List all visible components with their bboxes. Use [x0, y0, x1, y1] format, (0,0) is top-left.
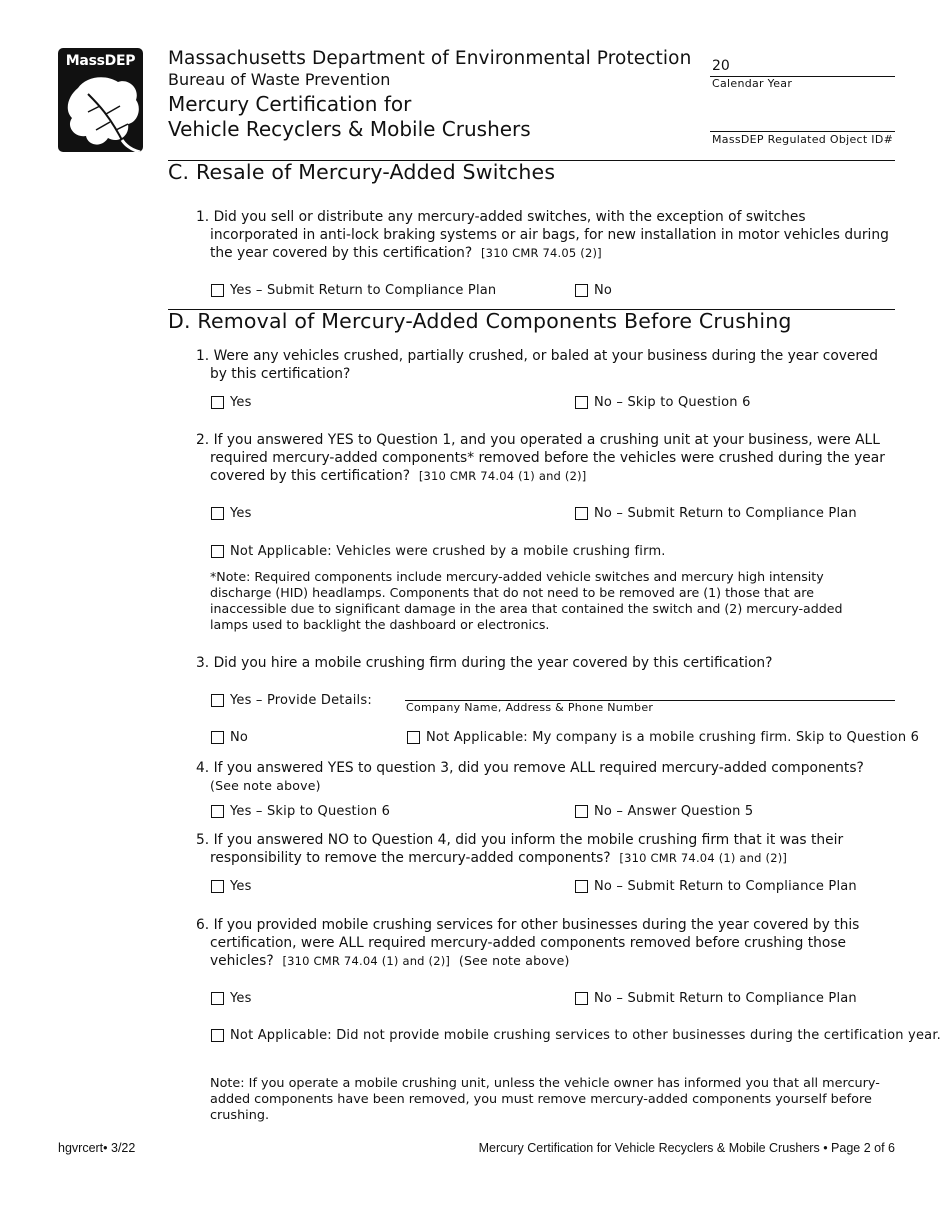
d3-na-option[interactable]	[407, 730, 919, 745]
d2-na-option[interactable]	[211, 544, 666, 559]
mobile-crushing-note: Note: If you operate a mobile crushing unit, unless the vehicle owner has informed you that all mercury-added components have been removed, you must remove mercury-added components yourself before crushing.	[210, 1076, 880, 1123]
option-label: No – Answer Question 5	[594, 804, 754, 819]
checkbox[interactable]	[407, 731, 420, 744]
question-text: Were any vehicles crushed, partially crushed, or baled at your business during the year covered by this certification?	[210, 348, 879, 382]
question-text: If you answered YES to question 3, did you remove ALL required mercury-added components?	[213, 760, 864, 776]
page-footer: Mercury Certification for Vehicle Recyclers & Mobile Crushers • Page 2 of 6	[478, 1141, 895, 1155]
regulation-citation: [310 CMR 74.04 (1) and (2)]	[418, 469, 587, 483]
d6-no-option[interactable]	[575, 991, 857, 1006]
question-text: Did you hire a mobile crushing firm during the year covered by this certification?	[213, 655, 773, 671]
section-c-title: C. Resale of Mercury-Added Switches	[168, 160, 556, 184]
d2-no-option[interactable]	[575, 506, 857, 521]
question-text: If you answered NO to Question 4, did you inform the mobile crushing firm that it was their responsibility to remove the mercury-added components?	[210, 832, 844, 866]
bureau-name: Bureau of Waste Prevention	[168, 70, 391, 89]
checkbox[interactable]	[211, 507, 224, 520]
calendar-year-field[interactable]: 20	[712, 58, 730, 74]
option-label: Yes – Provide Details:	[230, 693, 372, 708]
option-label: No – Submit Return to Compliance Plan	[594, 506, 857, 521]
question-number: 4.	[196, 760, 210, 776]
option-label: Not Applicable: Did not provide mobile crushing services to other businesses during the certification year.	[230, 1028, 941, 1043]
d4-yes-option[interactable]	[211, 804, 390, 819]
checkbox[interactable]	[575, 396, 588, 409]
section-d-question-1	[196, 347, 896, 383]
regulation-citation: [310 CMR 74.04 (1) and (2)]	[282, 954, 451, 968]
checkbox[interactable]	[211, 694, 224, 707]
question-number: 3.	[196, 655, 210, 671]
question-number: 2.	[196, 432, 210, 448]
checkbox[interactable]	[211, 880, 224, 893]
d6-yes-option[interactable]	[211, 991, 252, 1006]
checkbox[interactable]	[211, 992, 224, 1005]
section-d-question-4	[196, 759, 896, 795]
d6-na-option[interactable]	[211, 1028, 941, 1043]
question-subnote: (See note above)	[458, 953, 570, 968]
c1-no-option[interactable]	[575, 283, 612, 298]
section-d-question-2	[196, 431, 896, 485]
question-number: 1.	[196, 209, 210, 225]
regulation-citation: [310 CMR 74.04 (1) and (2)]	[619, 851, 788, 865]
object-id-field[interactable]	[710, 131, 895, 132]
checkbox[interactable]	[575, 992, 588, 1005]
agency-name: Massachusetts Department of Environmental Protection	[168, 48, 692, 69]
checkbox[interactable]	[211, 284, 224, 297]
option-label: Yes – Submit Return to Compliance Plan	[230, 283, 497, 298]
option-label: Yes	[230, 395, 252, 410]
option-label: Not Applicable: Vehicles were crushed by a mobile crushing firm.	[230, 544, 666, 559]
option-label: Yes	[230, 506, 252, 521]
c1-yes-option[interactable]	[211, 283, 496, 298]
d1-yes-option[interactable]	[211, 395, 252, 410]
regulation-citation: [310 CMR 74.05 (2)]	[481, 246, 602, 260]
d5-yes-option[interactable]	[211, 879, 252, 894]
question-number: 5.	[196, 832, 210, 848]
option-label: Yes – Skip to Question 6	[230, 804, 391, 819]
form-title-line2: Vehicle Recyclers & Mobile Crushers	[168, 117, 531, 141]
option-label: No – Submit Return to Compliance Plan	[594, 991, 857, 1006]
checkbox[interactable]	[575, 284, 588, 297]
calendar-year-label: Calendar Year	[712, 77, 793, 90]
option-label: No	[230, 730, 249, 745]
form-code: hgvrcert• 3/22	[58, 1141, 136, 1155]
checkbox[interactable]	[575, 805, 588, 818]
d1-no-option[interactable]	[575, 395, 751, 410]
question-text: Did you sell or distribute any mercury-added switches, with the exception of switches incorporated in anti-lock braking systems or air bags, for new installation in motor vehicles during the year covered by this certification?	[210, 209, 889, 261]
d3-yes-option[interactable]	[211, 693, 372, 708]
option-label: No – Submit Return to Compliance Plan	[594, 879, 857, 894]
question-number: 1.	[196, 348, 210, 364]
question-subnote: (See note above)	[210, 778, 321, 793]
question-text: If you answered YES to Question 1, and you operated a crushing unit at your business, were ALL required mercury-added components* removed before the vehicles were crushed during the year covered by this certification?	[210, 432, 885, 484]
question-text: If you provided mobile crushing services for other businesses during the year covered by this certification, were ALL required mercury-added components removed before crushing those vehicles?	[210, 917, 860, 969]
section-d-question-3	[196, 654, 896, 672]
option-label: No	[594, 283, 613, 298]
company-details-label: Company Name, Address & Phone Number	[406, 701, 654, 714]
checkbox[interactable]	[575, 507, 588, 520]
object-id-label: MassDEP Regulated Object ID#	[712, 133, 894, 146]
section-d-question-5	[196, 831, 896, 867]
logo-text: MassDEP	[65, 53, 136, 69]
d5-no-option[interactable]	[575, 879, 857, 894]
option-label: Yes	[230, 879, 252, 894]
checkbox[interactable]	[575, 880, 588, 893]
section-d-title: D. Removal of Mercury-Added Components Before Crushing	[168, 309, 792, 333]
option-label: No – Skip to Question 6	[594, 395, 751, 410]
d2-yes-option[interactable]	[211, 506, 252, 521]
section-c-question-1	[196, 208, 896, 262]
d3-no-option[interactable]	[211, 730, 248, 745]
form-title-line1: Mercury Certification for	[168, 92, 412, 116]
question-number: 6.	[196, 917, 210, 933]
option-label: Not Applicable: My company is a mobile crushing firm. Skip to Question 6	[426, 730, 920, 745]
option-label: Yes	[230, 991, 252, 1006]
checkbox[interactable]	[211, 545, 224, 558]
checkbox[interactable]	[211, 731, 224, 744]
d4-no-option[interactable]	[575, 804, 753, 819]
massdep-logo	[58, 48, 143, 152]
checkbox[interactable]	[211, 396, 224, 409]
required-components-note: *Note: Required components include mercury-added vehicle switches and mercury high intensity discharge (HID) headlamps. Components that do not need to be removed are (1) those that are inaccessible due to significant damage in the area that contained the switch and (2) mercury-added lamps used to backlight the dashboard or electronics.	[210, 569, 843, 632]
checkbox[interactable]	[211, 805, 224, 818]
section-d-question-6	[196, 916, 896, 970]
checkbox[interactable]	[211, 1029, 224, 1042]
